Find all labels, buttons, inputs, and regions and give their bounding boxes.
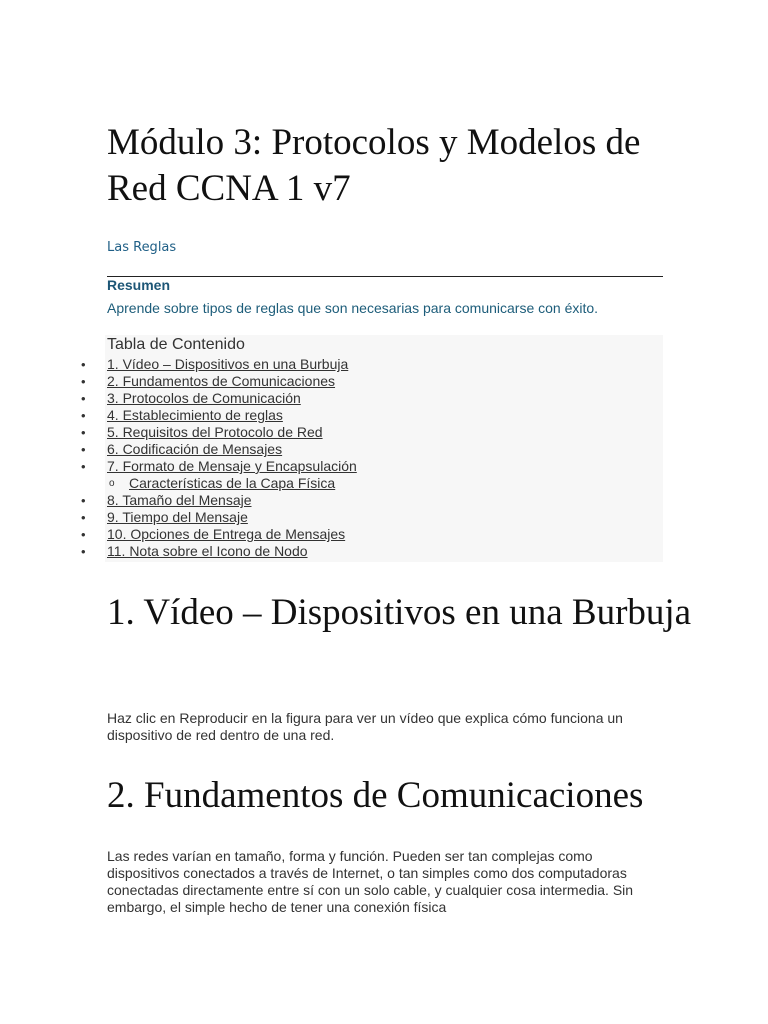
bullet-icon: • (81, 408, 86, 423)
bullet-icon: • (81, 544, 86, 559)
toc-link[interactable]: 3. Protocolos de Comunicación (107, 390, 301, 406)
toc-link[interactable]: Características de la Capa Física (129, 475, 336, 491)
summary-heading: Resumen (107, 277, 171, 293)
subtitle: Las Reglas (107, 240, 177, 255)
toc-link[interactable]: 9. Tiempo del Mensaje (107, 509, 248, 525)
toc-link[interactable]: 6. Codificación de Mensajes (107, 441, 283, 457)
toc-item (81, 356, 357, 373)
toc-item (81, 492, 357, 509)
toc-item (81, 543, 357, 560)
toc-link[interactable]: 4. Establecimiento de reglas (107, 407, 283, 423)
toc-item (81, 373, 357, 390)
toc-item (81, 441, 357, 458)
section-heading: 2. Fundamentos de Comunicaciones (107, 775, 644, 816)
toc-link[interactable]: 5. Requisitos del Protocolo de Red (107, 424, 323, 440)
toc-list (81, 356, 357, 560)
section-paragraph: Haz clic en Reproducir en la figura para ver un vídeo que explica cómo funciona un dispositivo de red dentro de una red. (107, 710, 623, 743)
toc-title: Tabla de Contenido (107, 336, 245, 353)
toc-link[interactable]: 10. Opciones de Entrega de Mensajes (107, 526, 346, 542)
toc-link[interactable]: 1. Vídeo – Dispositivos en una Burbuja (107, 356, 349, 372)
toc-subitem (105, 475, 357, 492)
bullet-icon: • (81, 442, 86, 457)
toc-item (81, 407, 357, 424)
toc-item (81, 424, 357, 441)
toc-item (81, 458, 357, 475)
summary-divider (107, 276, 663, 277)
toc-link[interactable]: 2. Fundamentos de Comunicaciones (107, 373, 336, 389)
section-heading: 1. Vídeo – Dispositivos en una Burbuja (107, 592, 692, 633)
toc-link[interactable]: 8. Tamaño del Mensaje (107, 492, 252, 508)
page-title: Módulo 3: Protocolos y Modelos de Red CCNA 1 v7 (107, 122, 641, 209)
bullet-icon: • (81, 527, 86, 542)
bullet-icon: • (81, 357, 86, 372)
toc-link[interactable]: 7. Formato de Mensaje y Encapsulación (107, 458, 357, 474)
summary-text: Aprende sobre tipos de reglas que son necesarias para comunicarse con éxito. (107, 300, 599, 316)
bullet-icon: • (81, 391, 86, 406)
section-paragraph: Las redes varían en tamaño, forma y función. Pueden ser tan complejas como dispositivos conectados a través de Internet, o tan simples como dos computadoras conectadas directamente entre sí con un solo cable, y cualquier cosa intermedia. Sin embargo, el simple hecho de tener una conexión física (107, 848, 634, 915)
bullet-icon: • (81, 459, 86, 474)
bullet-icon: • (81, 425, 86, 440)
circle-bullet-icon: o (109, 478, 115, 489)
bullet-icon: • (81, 493, 86, 508)
toc-item (81, 390, 357, 407)
bullet-icon: • (81, 374, 86, 389)
bullet-icon: • (81, 510, 86, 525)
toc-link[interactable]: 11. Nota sobre el Icono de Nodo (107, 543, 308, 559)
toc-item (81, 509, 357, 526)
toc-item (81, 526, 357, 543)
table-of-contents (81, 335, 663, 562)
